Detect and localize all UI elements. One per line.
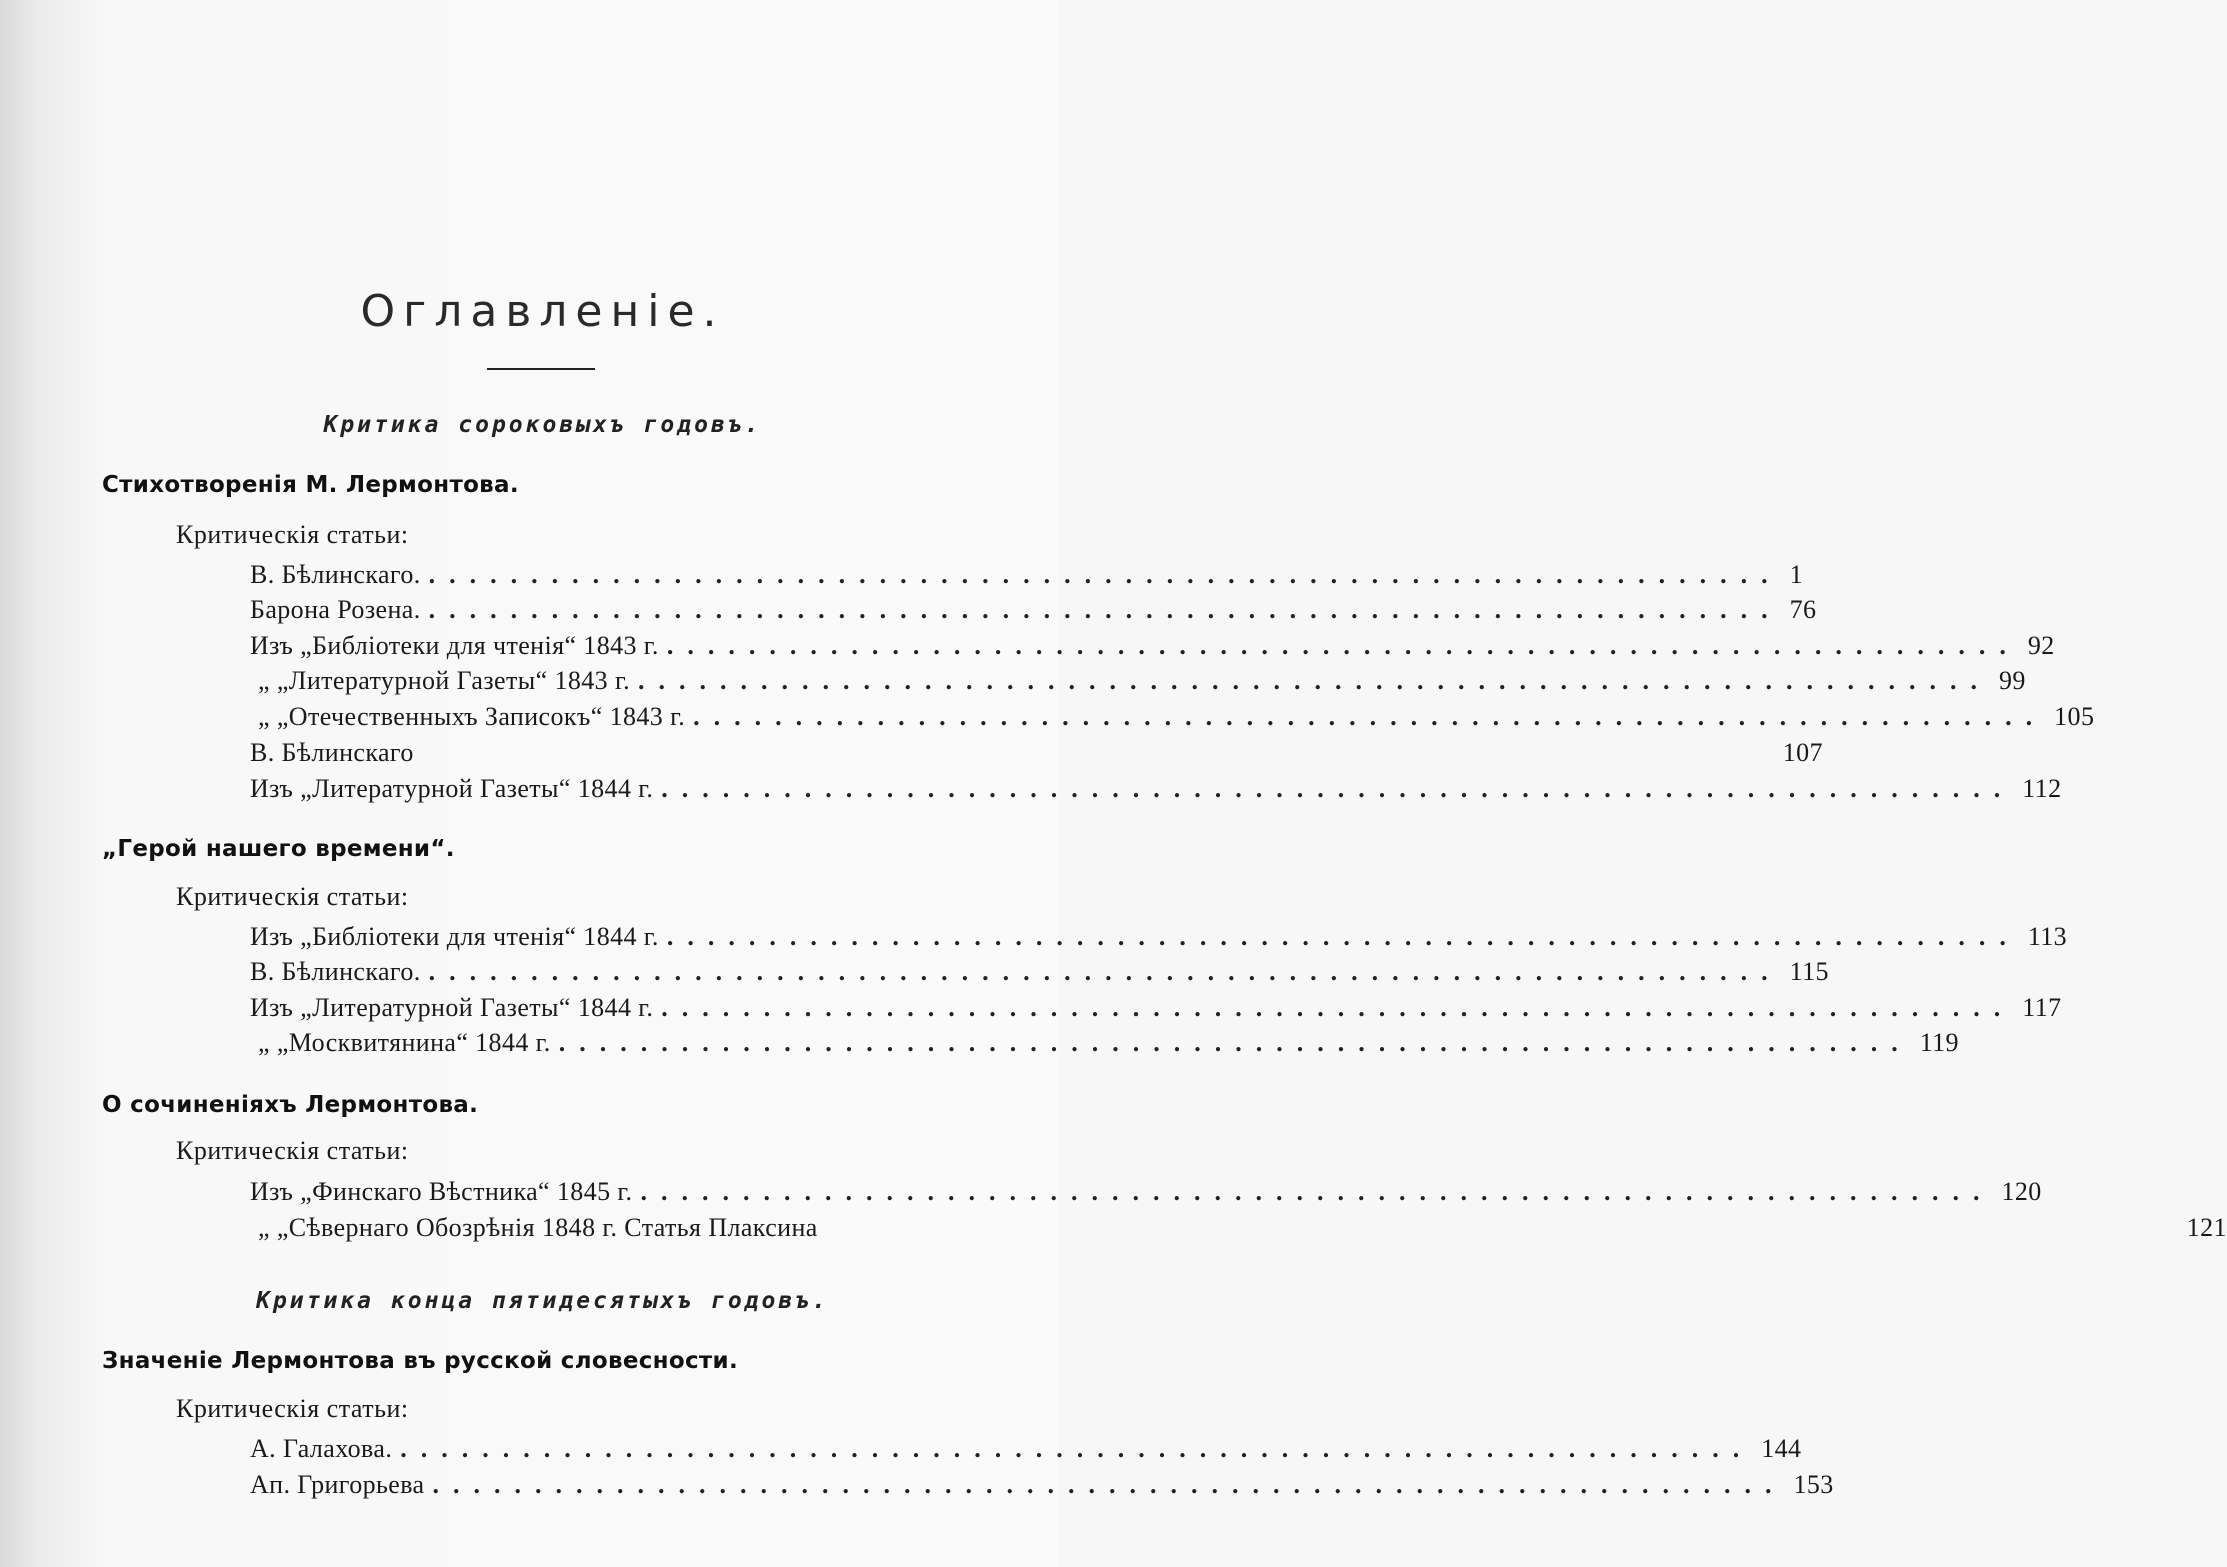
group-subheading: Критическія статьи: — [176, 1394, 409, 1423]
group-heading: О сочиненіяхъ Лермонтова. — [102, 1092, 479, 1118]
group-subheading: Критическія статьи: — [176, 882, 409, 911]
group-heading: Стихотворенія М. Лермонтова. — [102, 472, 519, 498]
dot-leader: .................................................................. — [428, 595, 1782, 624]
entry-label: В. Бѣлинскаго — [250, 738, 414, 767]
toc-entry[interactable] — [250, 595, 1817, 629]
entry-page-number: 92 — [2027, 631, 2055, 660]
entry-page-number: 119 — [1919, 1028, 1959, 1057]
entry-label: „ „Москвитянина“ 1844 г. — [258, 1028, 551, 1057]
group-heading: „Герой нашего времени“. — [102, 836, 455, 862]
entry-page-number: 120 — [2001, 1177, 2042, 1206]
dot-leader: .................................................................. — [666, 631, 2020, 660]
toc-entry[interactable] — [250, 631, 2055, 665]
entry-label: В. Бѣлинскаго. — [250, 957, 421, 986]
dot-leader: .................................................................. — [661, 993, 2015, 1022]
entry-page-number: 153 — [1793, 1470, 1834, 1499]
toc-entry[interactable] — [258, 1028, 1959, 1062]
title-divider — [487, 368, 595, 370]
group-heading: Значеніе Лермонтова въ русской словесности. — [102, 1348, 738, 1374]
entry-page-number: 117 — [2022, 993, 2062, 1022]
toc-entry[interactable] — [250, 957, 1829, 991]
entry-page-number: 105 — [2054, 702, 2095, 731]
entry-label: „ „Сѣвернаго Обозрѣнія 1848 г. Статья Плаксина — [258, 1213, 818, 1242]
toc-entry[interactable] — [258, 702, 2095, 736]
entry-page-number: 1 — [1789, 560, 1804, 589]
entry-page-number: 121 — [2186, 1213, 2227, 1242]
entry-label: В. Бѣлинскаго. — [250, 560, 421, 589]
group-subheading: Критическія статьи: — [176, 1136, 409, 1165]
toc-entry[interactable] — [250, 1434, 1802, 1468]
dot-leader: .................................................................. — [400, 1434, 1754, 1463]
entry-label: Изъ „Библіотеки для чтенія“ 1844 г. — [250, 922, 659, 951]
section-heading: Критика конца пятидесятыхъ годовъ. — [256, 1288, 829, 1314]
entry-label: „ „Литературной Газеты“ 1843 г. — [258, 666, 630, 695]
entry-page-number: 144 — [1761, 1434, 1802, 1463]
entry-page-number: 112 — [2022, 774, 2062, 803]
dot-leader: .................................................................. — [693, 702, 2047, 731]
group-subheading: Критическія статьи: — [176, 520, 409, 549]
entry-label: Ап. Григорьева — [250, 1470, 425, 1499]
entry-page-number: 99 — [1998, 666, 2026, 695]
entry-page-number: 76 — [1789, 595, 1817, 624]
entry-label: Изъ „Литературной Газеты“ 1844 г. — [250, 774, 654, 803]
section-heading: Критика сороковыхъ годовъ. — [323, 412, 762, 438]
entry-page-number: 115 — [1789, 957, 1829, 986]
entry-page-number: 107 — [1782, 738, 1823, 767]
entry-label: А. Галахова. — [250, 1434, 393, 1463]
toc-entry[interactable] — [250, 774, 2062, 808]
toc-entry[interactable] — [250, 738, 1823, 772]
page-title: Оглавленіе. — [360, 286, 725, 337]
entry-label: Изъ „Литературной Газеты“ 1844 г. — [250, 993, 654, 1022]
dot-leader: .................................................................. — [661, 774, 2015, 803]
dot-leader: .................................................................. — [666, 922, 2020, 951]
dot-leader: .................................................................. — [432, 1470, 1786, 1499]
entry-page-number: 113 — [2027, 922, 2068, 951]
toc-entry[interactable] — [258, 666, 2026, 700]
toc-entry[interactable] — [250, 1470, 1834, 1504]
dot-leader: .................................................................. — [558, 1028, 1912, 1057]
toc-entry[interactable] — [258, 1213, 2227, 1247]
toc-entry[interactable] — [250, 993, 2062, 1027]
toc-entry[interactable] — [250, 560, 1804, 594]
toc-entry[interactable] — [250, 1177, 2042, 1211]
entry-label: „ „Отечественныхъ Записокъ“ 1843 г. — [258, 702, 686, 731]
entry-label: Изъ „Библіотеки для чтенія“ 1843 г. — [250, 631, 659, 660]
entry-label: Барона Розена. — [250, 595, 421, 624]
dot-leader: .................................................................. — [428, 560, 1782, 589]
toc-entry[interactable] — [250, 922, 2068, 956]
entry-label: Изъ „Финскаго Вѣстника“ 1845 г. — [250, 1177, 633, 1206]
dot-leader: .................................................................. — [637, 666, 1991, 695]
dot-leader: .................................................................. — [428, 957, 1782, 986]
dot-leader: .................................................................. — [640, 1177, 1994, 1206]
